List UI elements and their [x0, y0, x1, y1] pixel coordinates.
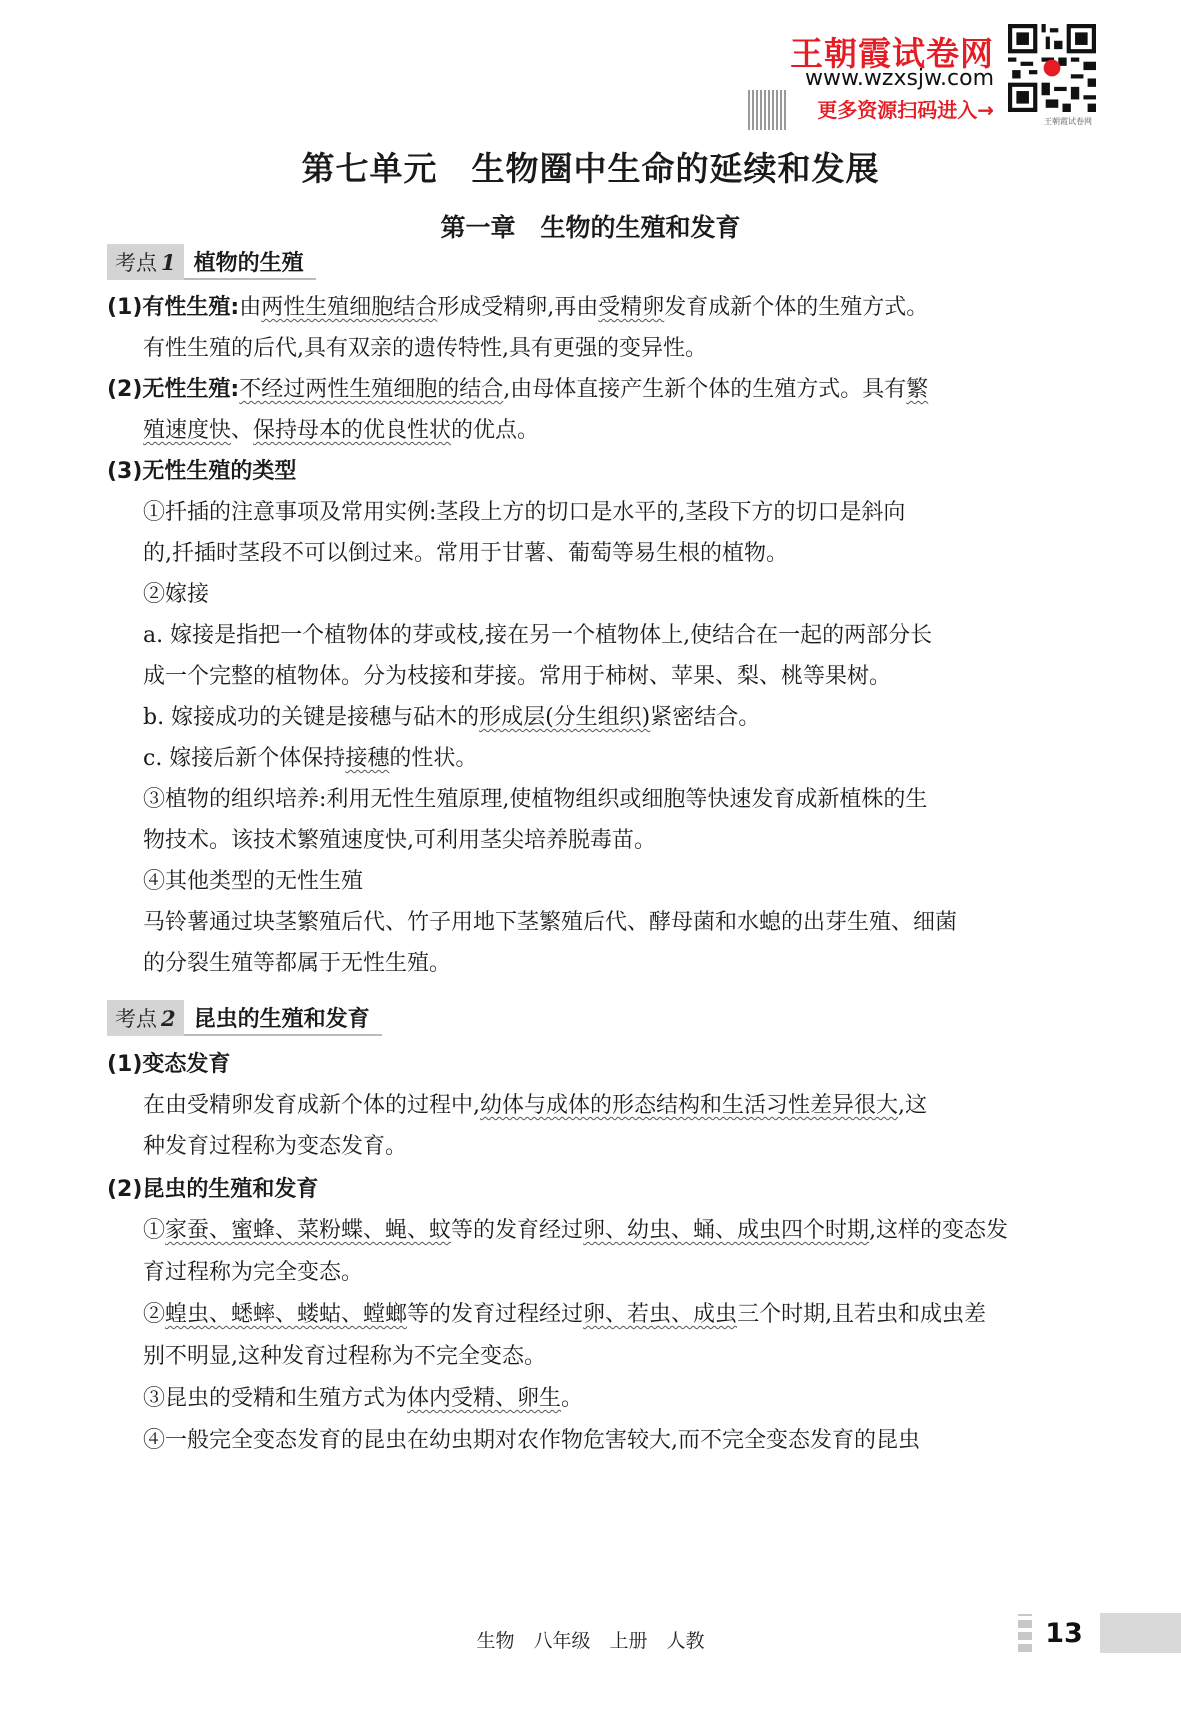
paragraph-line: 物技术。该技术繁殖速度快,可利用茎尖培养脱毒苗。 — [143, 828, 656, 853]
text: 的优点。 — [451, 418, 540, 443]
section-number: 2 — [161, 1005, 176, 1031]
keyword: 繁 — [906, 377, 929, 402]
keyword: 两性生殖细胞结合 — [261, 295, 438, 320]
keyword: 体内受精、卵生 — [407, 1386, 562, 1411]
paragraph-line — [143, 744, 477, 774]
text: 形成受精卵,再由 — [437, 295, 599, 320]
section-tag-label: 考点 — [115, 1007, 157, 1031]
text: ,由母体直接产生新个体的生殖方式。具有 — [503, 377, 907, 402]
paragraph-line: ③植物的组织培养:利用无性生殖原理,使植物组织或细胞等快速发育成新植株的生 — [143, 787, 928, 812]
keyword: 不经过两性生殖细胞的结合 — [239, 377, 504, 402]
text: 等的发育过程经过 — [407, 1302, 584, 1327]
keyword: 殖速度快 — [143, 418, 232, 443]
paragraph-line — [143, 1384, 583, 1414]
keyword: 卵、若虫、成虫 — [583, 1302, 738, 1327]
logo-more-link[interactable]: 更多资源扫码进入→ — [817, 98, 994, 122]
text: 三个时期,且若虫和成虫差 — [737, 1302, 987, 1327]
paragraph-line — [143, 1216, 1008, 1246]
qr-code-icon[interactable] — [1008, 24, 1096, 112]
section-title: 植物的生殖 — [184, 244, 316, 280]
text: 发育成新个体的生殖方式。 — [664, 295, 929, 320]
item-label: (1)有性生殖: — [107, 295, 240, 320]
section-header-1 — [107, 244, 316, 280]
text: b. 嫁接成功的关键是接穗与砧木的 — [143, 705, 480, 730]
keyword: 形成层(分生组织) — [479, 705, 651, 730]
text: 等的发育经过 — [451, 1218, 584, 1243]
paragraph-line: ④其他类型的无性生殖 — [143, 869, 364, 894]
footer-text: 生物 八年级 上册 人教 — [476, 1630, 705, 1652]
item-label: (2)无性生殖: — [107, 377, 240, 402]
section-title: 昆虫的生殖和发育 — [184, 1000, 382, 1036]
section-tag — [107, 244, 184, 280]
text: ① — [143, 1218, 166, 1243]
paragraph-line: ②嫁接 — [143, 582, 210, 607]
keyword: 幼体与成体的形态结构和生活习性差异很大 — [480, 1093, 899, 1118]
text: ② — [143, 1302, 166, 1327]
keyword: 卵、幼虫、蛹、成虫四个时期 — [583, 1218, 870, 1243]
keyword: 蝗虫、蟋蟀、蝼蛄、螳螂 — [165, 1302, 408, 1327]
unit-title: 第七单元 生物圈中生命的延续和发展 — [301, 149, 880, 188]
keyword: 受精卵 — [598, 295, 665, 320]
section-number: 1 — [161, 249, 176, 275]
chapter-title: 第一章 生物的生殖和发育 — [440, 213, 741, 242]
site-logo[interactable] — [748, 24, 1096, 134]
footer-bar — [1100, 1613, 1181, 1653]
text: 由 — [239, 295, 262, 320]
logo-url[interactable]: www.wzxsjw.com — [804, 66, 994, 91]
paragraph-line — [143, 1300, 986, 1330]
text: 在由受精卵发育成新个体的过程中, — [143, 1093, 480, 1118]
text: ③昆虫的受精和生殖方式为 — [143, 1386, 408, 1411]
item-label: (2)昆虫的生殖和发育 — [107, 1177, 319, 1202]
paragraph-line — [143, 1091, 927, 1121]
qr-caption: 王朝霞试卷网 — [1044, 117, 1092, 126]
paragraph-line: 的分裂生殖等都属于无性生殖。 — [143, 951, 452, 976]
page-number: 13 — [1045, 1617, 1083, 1649]
paragraph-line: 育过程称为完全变态。 — [143, 1260, 364, 1285]
decorative-stripes — [748, 90, 786, 130]
paragraph-line: ①扦插的注意事项及常用实例:茎段上方的切口是水平的,茎段下方的切口是斜向 — [143, 500, 906, 525]
text: 。 — [561, 1386, 584, 1411]
paragraph-line: ④一般完全变态发育的昆虫在幼虫期对农作物危害较大,而不完全变态发育的昆虫 — [143, 1428, 920, 1453]
keyword: 保持母本的优良性状 — [253, 418, 452, 443]
text: 的性状。 — [389, 746, 478, 771]
paragraph-line: a. 嫁接是指把一个植物体的芽或枝,接在另一个植物体上,使结合在一起的两部分长 — [143, 623, 933, 648]
logo-name: 王朝霞试卷网 — [790, 34, 994, 73]
text: c. 嫁接后新个体保持 — [143, 746, 346, 771]
keyword: 接穗 — [345, 746, 390, 771]
keyword: 家蚕、蜜蜂、菜粉蝶、蝇、蚊 — [165, 1218, 452, 1243]
paragraph-line — [107, 375, 928, 405]
text: ,这样的变态发 — [869, 1218, 1009, 1243]
text: 紧密结合。 — [650, 705, 761, 730]
paragraph-line: 别不明显,这种发育过程称为不完全变态。 — [143, 1344, 546, 1369]
paragraph-line: 有性生殖的后代,具有双亲的遗传特性,具有更强的变异性。 — [143, 336, 707, 361]
section-header-2 — [107, 1000, 382, 1036]
item-label: (3)无性生殖的类型 — [107, 459, 297, 484]
paragraph-line: 成一个完整的植物体。分为枝接和芽接。常用于柿树、苹果、梨、桃等果树。 — [143, 664, 892, 689]
paragraph-line: 马铃薯通过块茎繁殖后代、竹子用地下茎繁殖后代、酵母菌和水螅的出芽生殖、细菌 — [143, 910, 958, 935]
paragraph-line: 种发育过程称为变态发育。 — [143, 1134, 408, 1159]
paragraph-line: 的,扦插时茎段不可以倒过来。常用于甘薯、葡萄等易生根的植物。 — [143, 541, 788, 566]
paragraph-line — [143, 703, 760, 733]
item-label: (1)变态发育 — [107, 1052, 231, 1077]
paragraph-line — [143, 416, 539, 446]
section-tag — [107, 1000, 184, 1036]
text: 、 — [231, 418, 254, 443]
paragraph-line — [107, 293, 928, 323]
section-tag-label: 考点 — [115, 251, 157, 275]
text: ,这 — [898, 1093, 928, 1118]
